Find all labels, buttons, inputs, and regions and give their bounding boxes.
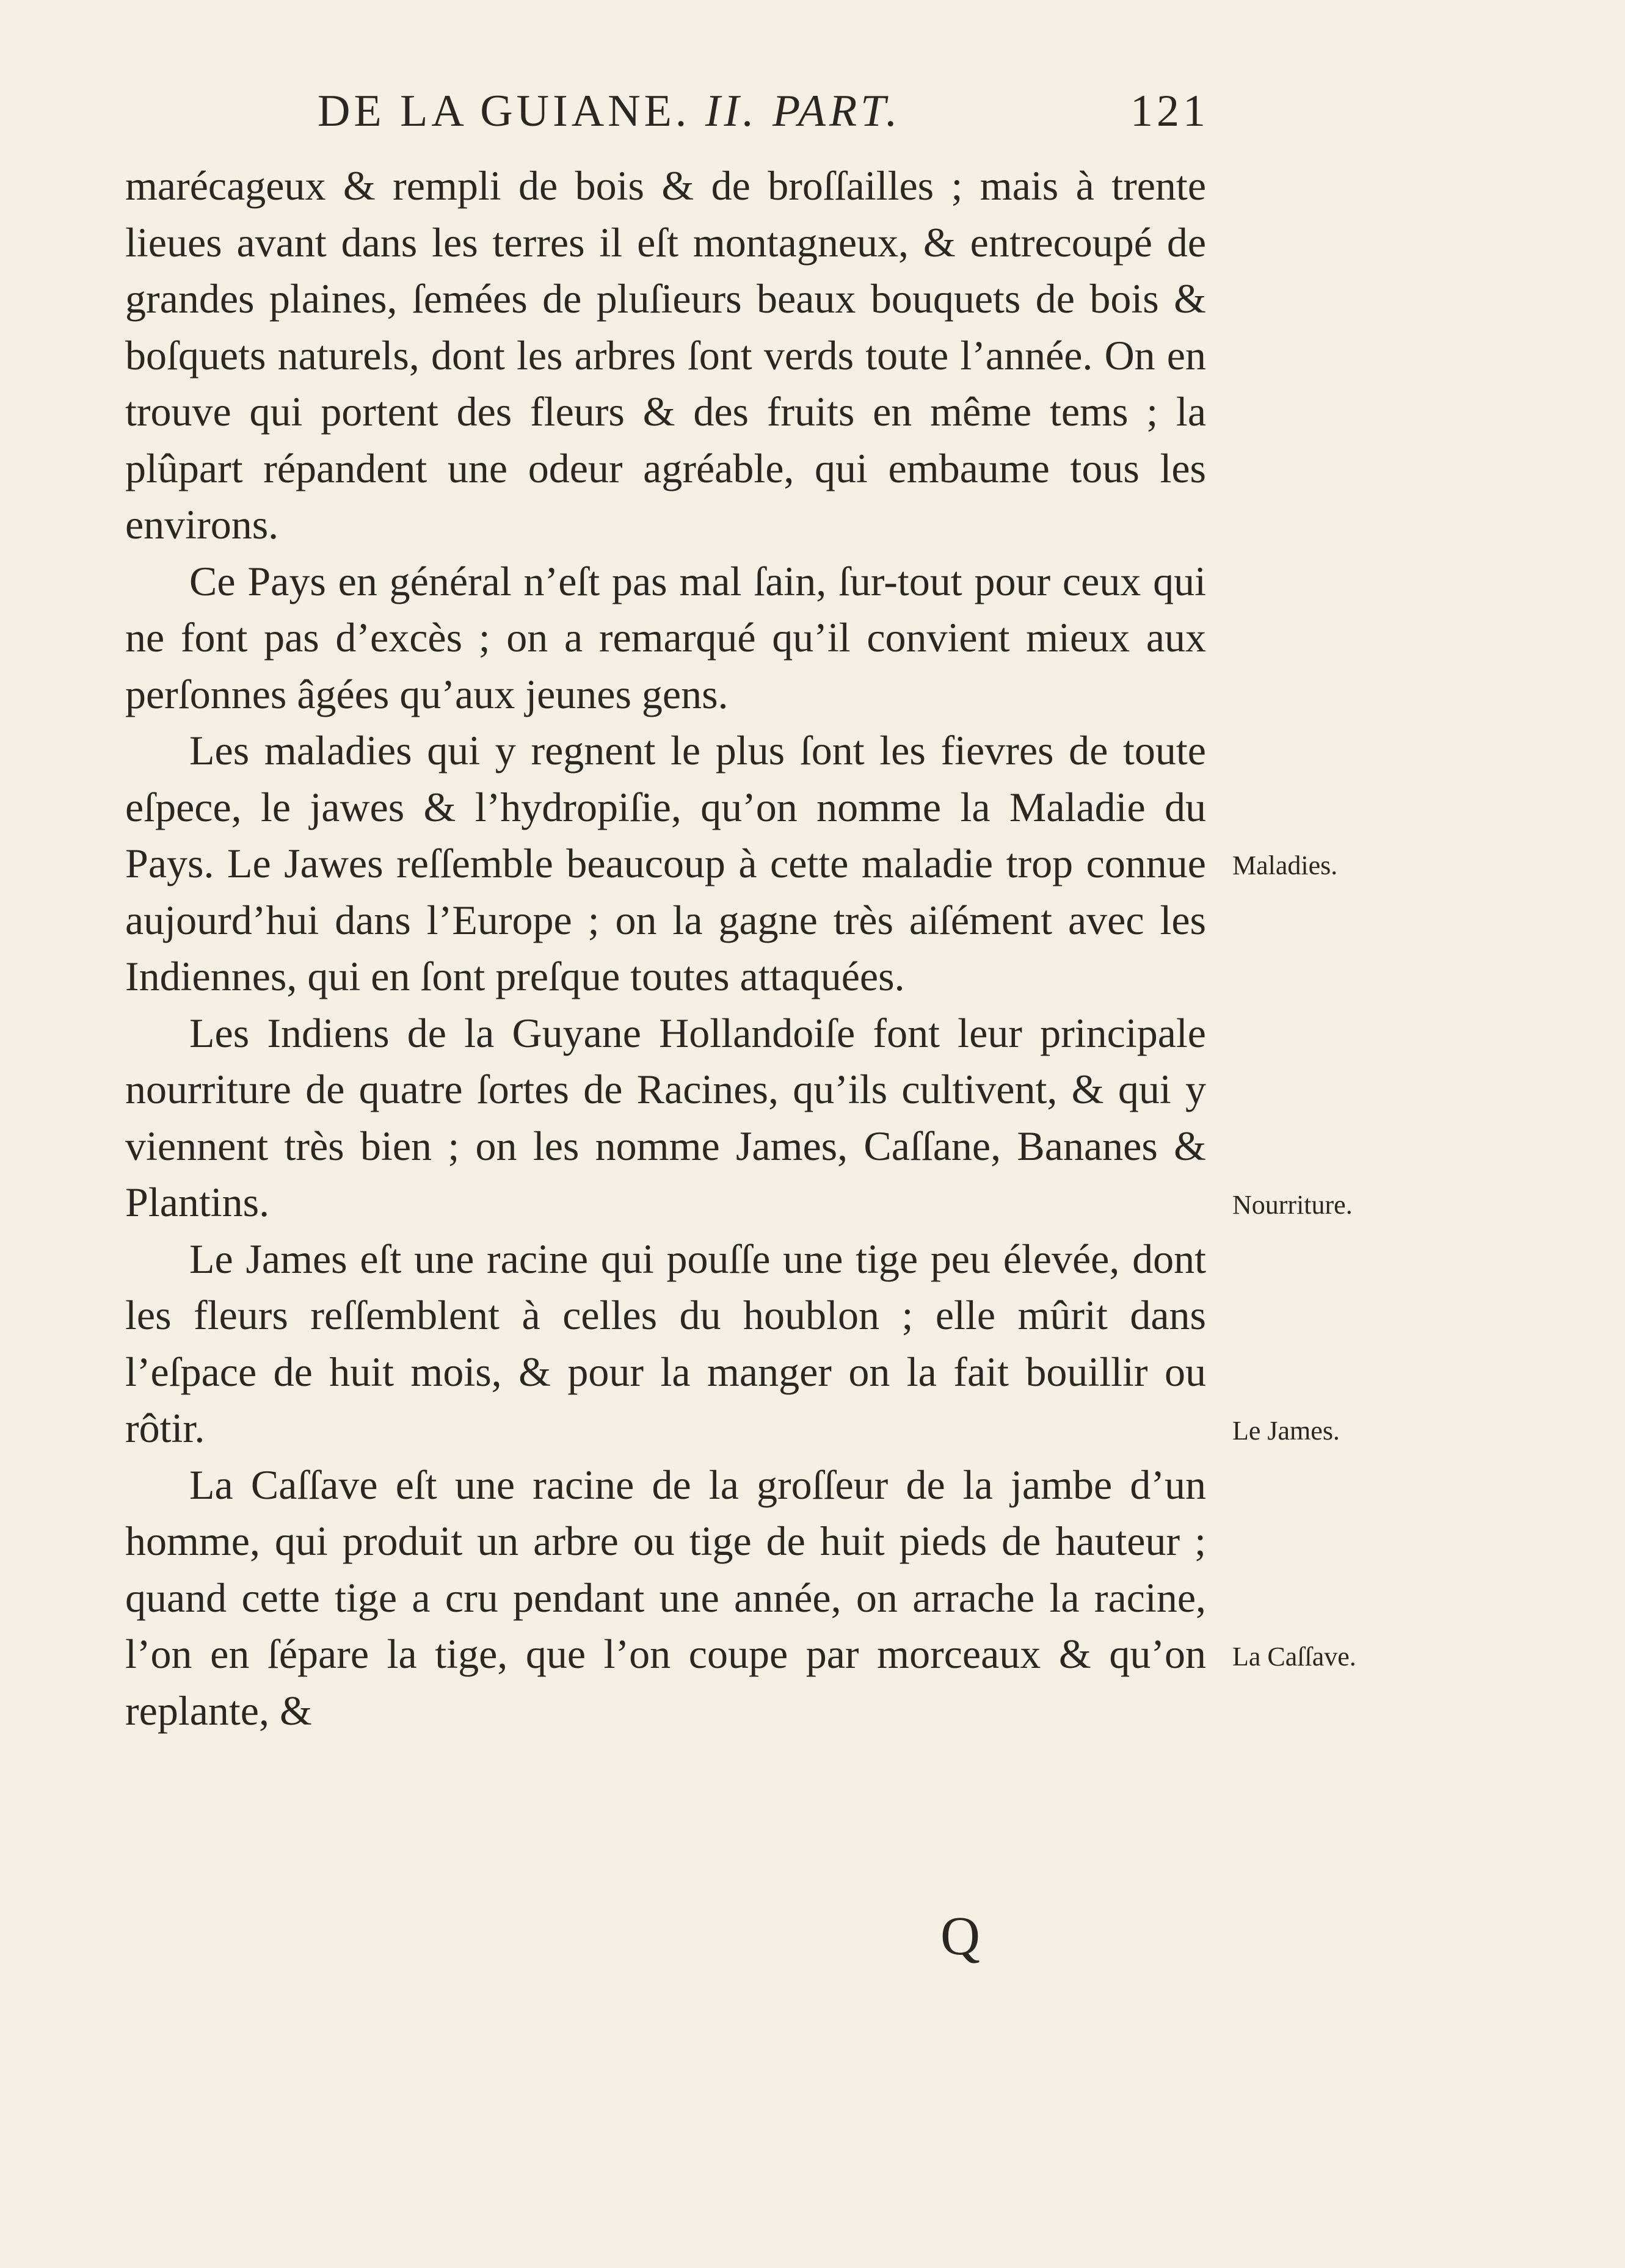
running-head <box>318 85 901 137</box>
paragraph-climate: Ce Pays en général n’eſt pas mal ſain, ſur-tout pour ceux qui ne font pas d’excès ; on a remarqué qu’il convient mieux aux perſonnes âgées qu’aux jeunes gens. <box>125 557 1206 717</box>
page-body <box>125 158 1206 1739</box>
paragraph-james: Le James eſt une racine qui pouſſe une tige peu élevée, dont les fleurs reſſemblent à celles du houblon ; elle mûrit dans l’eſpace de huit mois, & pour la manger on la fait bouillir ou rôtir. <box>125 1235 1206 1451</box>
margin-note-maladies: Maladies. <box>1232 850 1338 880</box>
running-head-title: DE LA GUIANE. <box>318 86 691 136</box>
margin-note-nourriture: Nourriture. <box>1232 1190 1353 1220</box>
page-header <box>134 85 1209 153</box>
signature-mark: Q <box>940 1906 980 1966</box>
margin-note-cassave: La Caſſave. <box>1232 1642 1356 1672</box>
paragraph-cassave: La Caſſave eſt une racine de la groſſeur de la jambe d’un homme, qui produit un arbre ou tige de huit pieds de hauteur ; quand cette tige a cru pendant une année, on arrache la racine, l’on en ſépare la tige, que l’on coupe par morceaux & qu’on replante, & <box>125 1461 1206 1734</box>
paragraph-continuation: marécageux & rempli de bois & de broſſailles ; mais à trente lieues avant dans les terres il eſt montagneux, & entrecoupé de grandes plaines, ſemées de pluſieurs beaux bouquets de bois & boſquets naturels, dont les arbres ſont verds toute l’année. On en trouve qui portent des fleurs & des fruits en même tems ; la plûpart répandent une odeur agréable, qui embaume tous les environs. <box>125 162 1206 548</box>
paragraph-nourriture: Les Indiens de la Guyane Hollandoiſe font leur principale nourriture de quatre ſortes de Racines, qu’ils cultivent, & qui y viennent très bien ; on les nomme James, Caſſane, Bananes & Plantins. <box>125 1009 1206 1225</box>
margin-note-james: Le James. <box>1232 1416 1340 1446</box>
running-head-part: II. PART. <box>705 86 901 136</box>
paragraph-maladies: Les maladies qui y regnent le plus ſont les fievres de toute eſpece, le jawes & l’hydropiſie, qu’on nomme la Maladie du Pays. Le Jawes reſſemble beaucoup à cette maladie trop connue aujourd’hui dans l’Europe ; on la gagne très aiſément avec les Indiennes, qui en ſont preſque toutes attaquées. <box>125 727 1206 999</box>
page-number: 121 <box>1130 86 1209 136</box>
